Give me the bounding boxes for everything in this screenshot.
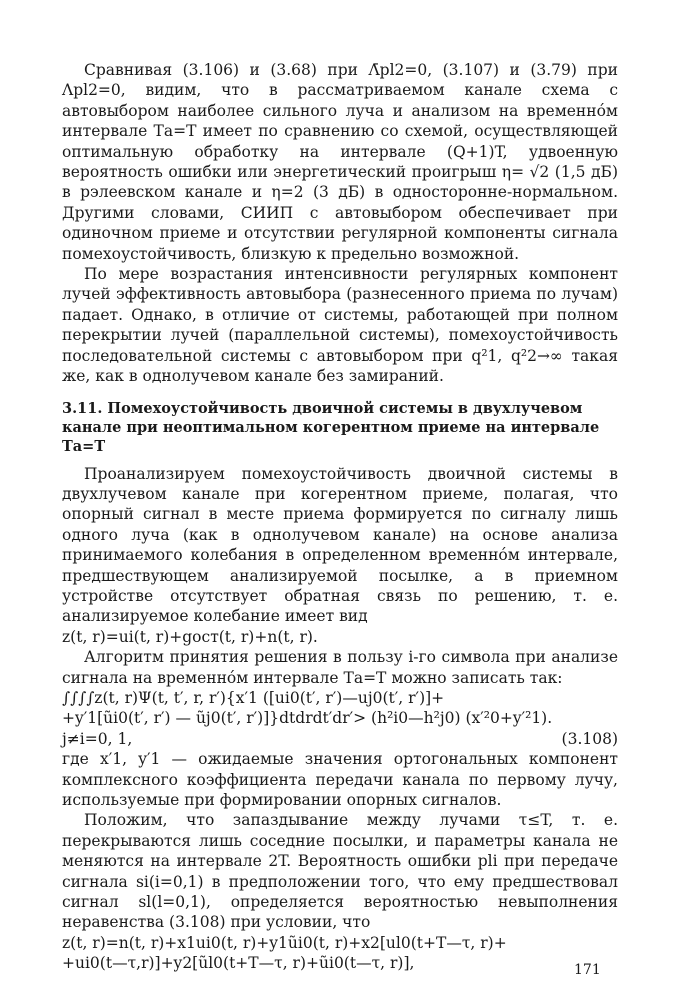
formula-108-condition-row [62,729,618,749]
formula-final-line2: +ui0(t—τ,r)]+y2[ũl0(t+T—τ, r)+ũi0(t—τ, r)], [62,954,415,973]
paragraph-assume: Положим, что запаздывание между лучами τ≤T, т. е. перекрываются лишь соседние посылки, и параметры канала не меняются на интервале 2T. Вероятность ошибки pli при передаче сигнала si(i=0,1) в предположении того, что ему предшествовал сигнал sl(l=0,1), определяется вероятностью невыполнения неравенства (3.108) при условии, что [62,811,618,932]
formula-z: z(t, r)=ui(t, r)+gост(t, r)+n(t, r). [62,627,318,646]
formula-108-line2: +y′1[ũi0(t′, r′) — ũj0(t′, r′)]}dtdrdt′dr′> (h²i0—h²j0) (x′²0+y′²1). [62,709,553,728]
paragraph-analysis: Проанализируем помехоустойчивость двоичной системы в двухлучевом канале при когерентном приеме, полагая, что опорный сигнал в месте приема формируется по сигналу лишь одного луча (как в однолучевом канале) на основе анализа принимаемого колебания в определенном временнóм интервале, предшествующем анализируемой посылке, а в приемном устройстве отсутствует обратная связь по решению, т. е. анализируемое колебание имеет вид [62,464,618,626]
paragraph-where: где x′1, y′1 — ожидаемые значения ортогональных компонент комплексного коэффициента передачи канала по первому лучу, используемые при формировании опорных сигналов. [62,750,618,809]
section-heading: 3.11. Помехоустойчивость двоичной системы в двухлучевом канале при неоптимальном когерентном приеме на интервале Tа=T [62,399,600,455]
page-body [62,60,618,974]
formula-108-condition: j≠i=0, 1, [62,729,133,748]
page-number: 171 [574,962,601,978]
paragraph-algorithm: Алгоритм принятия решения в пользу i-го символа при анализе сигнала на временнóм интервале Tа=T можно записать так: [62,648,618,687]
equation-number: (3.108) [561,729,618,748]
formula-final-line1: z(t, r)=n(t, r)+x1ui0(t, r)+y1ũi0(t, r)+x2[ul0(t+T—τ, r)+ [62,933,507,952]
paragraph-autoselect: По мере возрастания интенсивности регулярных компонент лучей эффективность автовыбора (разнесенного приема по лучам) падает. Однако, в отличие от системы, работающей при полном перекрытии лучей (параллельной системы), помехоустойчивость последовательной системы с автовыбором при q²1, q²2→∞ такая же, как в однолучевом канале без замираний. [62,265,618,386]
paragraph-comparison: Сравнивая (3.106) и (3.68) при Λ̄pl2=0, (3.107) и (3.79) при Λpl2=0, видим, что в рассматриваемом канале схема с автовыбором наиболее сильного луча и анализом на временнóм интервале Tа=T имеет по сравнению со схемой, осуществляющей оптимальную обработку на интервале (Q+1)T, удвоенную вероятность ошибки или энергетический проигрыш η= √2 (1,5 дБ) в рэлеевском канале и η=2 (3 дБ) в односторонне-нормальном. Другими словами, СИИП с автовыбором обеспечивает при одиночном приеме и отсутствии регулярной компоненты сигнала помехоустойчивость, близкую к предельно возможной. [62,61,618,263]
formula-108-line1: ∫∫∫∫z(t, r)Ψ(t, t′, r, r′){x′1 ([ui0(t′, r′)—uj0(t′, r′)]+ [62,688,445,707]
